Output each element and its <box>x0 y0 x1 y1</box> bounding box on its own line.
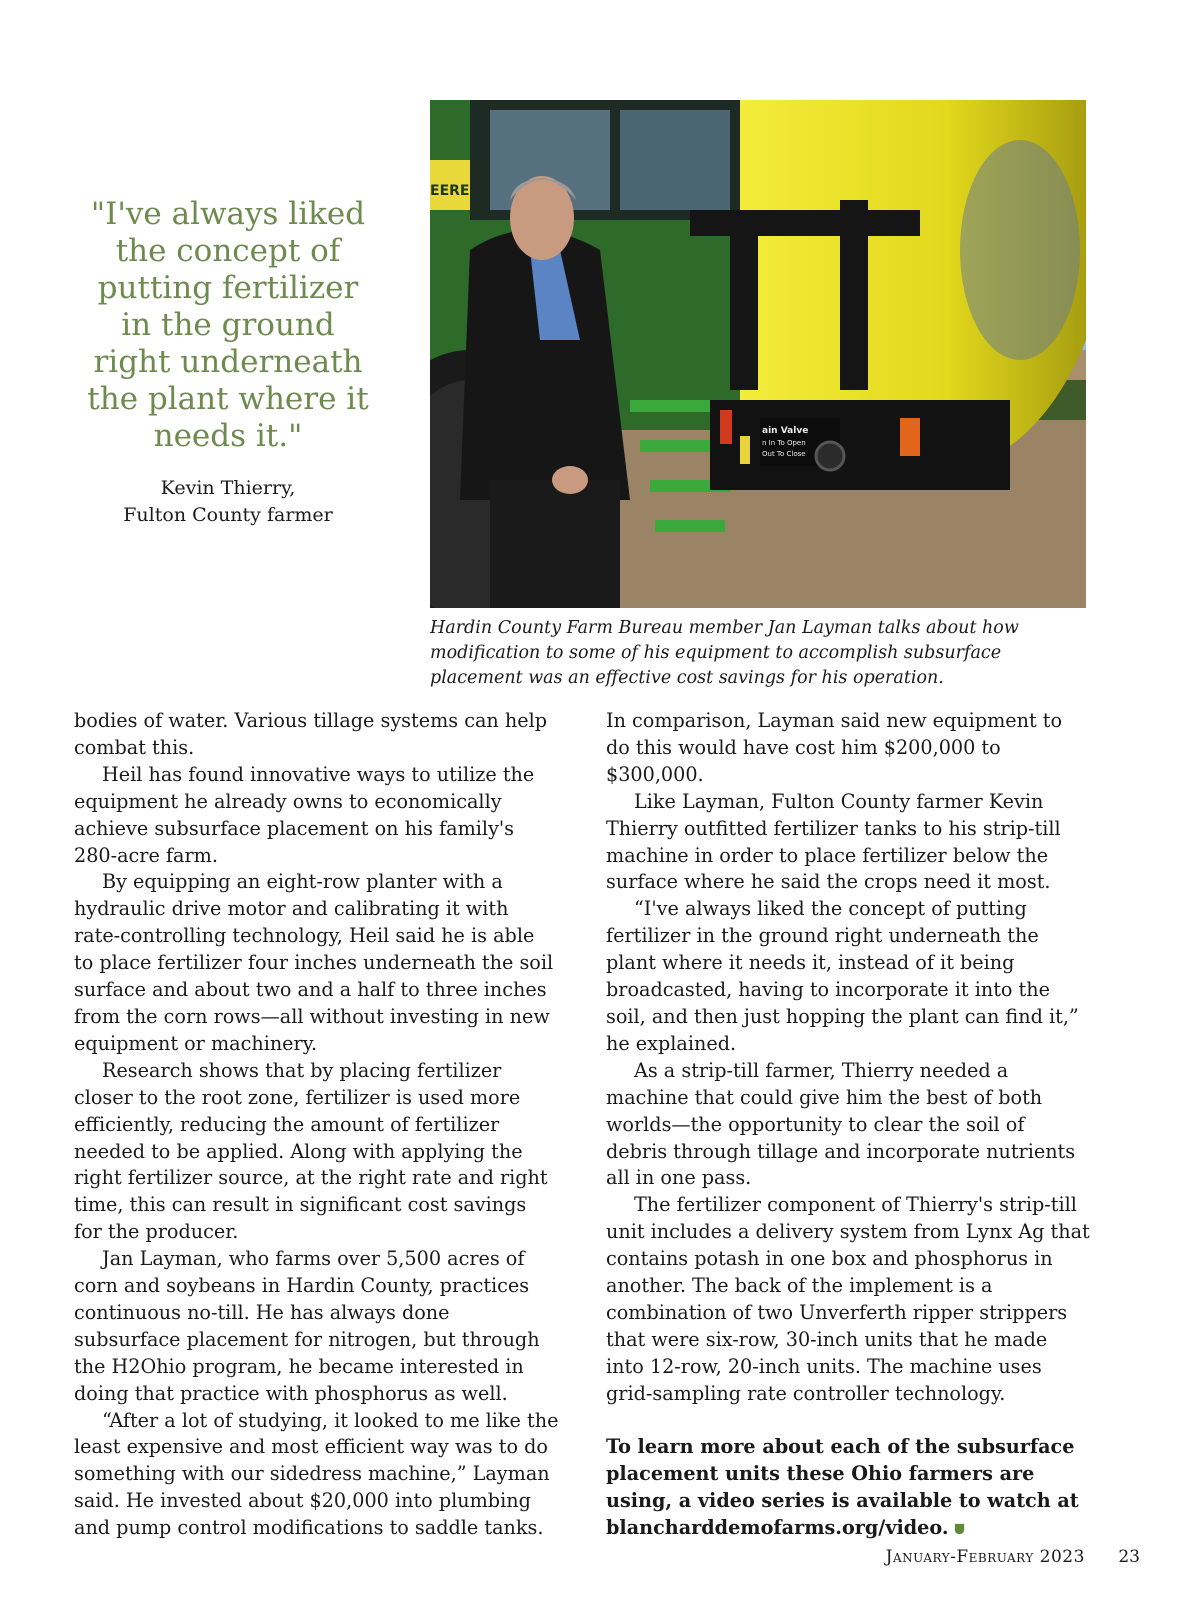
pull-quote-line: putting fertilizer <box>97 270 359 306</box>
paragraph: “I've always liked the concept of putting fertilizer in the ground right underneath the plant where it needs it, instead of it being broadcasted, having to incorporate it into the soil, and then just hopping the plant can find it,” he explained. <box>606 897 1079 1055</box>
paragraph: As a strip-till farmer, Thierry needed a machine that could give him the best of both worlds—the opportunity to clear the soil of debris through tillage and incorporate nutrients all in one pass. <box>606 1058 1076 1190</box>
article-column-right <box>606 708 1091 1542</box>
paragraph: Jan Layman, who farms over 5,500 acres of corn and soybeans in Hardin County, practices continuous no-till. He has always done subsurface placement for nitrogen, but through the H2Ohio program, he became interested in doing that practice with phosphorus as well. <box>74 1247 540 1405</box>
paragraph: By equipping an eight-row planter with a hydraulic drive motor and calibrating it with rate-controlling technology, Heil said he is able to place fertilizer four inches underneath the soil surface and about two and a half to three inches from the corn rows—all without investing in new equipment or machinery. <box>74 870 554 1055</box>
implement-frame <box>710 400 1010 490</box>
quote-attribution <box>78 475 378 529</box>
page-footer <box>886 1547 1140 1567</box>
pull-quote-line: in the ground <box>121 307 335 343</box>
page-number: 23 <box>1118 1547 1140 1567</box>
paragraph: “After a lot of studying, it looked to me like the least expensive and most efficient way was to do something with our sidedress machine,” Layman said. He invested about $20,000 into plumbing and pump control modifications to saddle tanks. <box>74 1408 559 1540</box>
paragraph: bodies of water. Various tillage systems can help combat this. <box>74 709 548 759</box>
photo-caption: Hardin County Farm Bureau member Jan Layman talks about how modification to some of his equipment to accomplish subsurface placement was an effective cost savings for his operation. <box>430 618 1019 688</box>
paragraph: Heil has found innovative ways to utilize the equipment he already owns to economically achieve subsurface placement on his family's 280-acre farm. <box>74 762 535 867</box>
photo-illustration <box>430 100 1086 608</box>
leaf-icon <box>953 1522 966 1535</box>
pull-quote-line: "I've always liked <box>90 196 366 232</box>
article-column-left <box>74 708 559 1542</box>
valve-label-open: n In To Open <box>762 439 806 447</box>
farmer-equipment-photo <box>430 100 1086 608</box>
paragraph: Research shows that by placing fertilizer closer to the root zone, fertilizer is used more efficiently, reducing the amount of fertilizer needed to be applied. Along with applying the right fertilizer source, at the right rate and right time, this can result in significant cost savings for the producer. <box>74 1058 548 1244</box>
valve-label: ain Valve <box>762 426 809 436</box>
pull-quote-line: the concept of <box>115 233 341 269</box>
tractor-brand-text: EERE <box>430 183 470 199</box>
paragraph: In comparison, Layman said new equipment to do this would have cost him $200,000 to $300,000. <box>606 709 1063 786</box>
valve-label-close: Out To Close <box>762 450 806 458</box>
pull-quote-line: right underneath <box>93 344 363 380</box>
call-to-action <box>606 1434 1091 1542</box>
paragraph: Like Layman, Fulton County farmer Kevin Thierry outfitted fertilizer tanks to his strip-till machine in order to place fertilizer below the surface where he said the crops need it most. <box>606 789 1061 894</box>
attribution-title: Fulton County farmer <box>123 504 333 526</box>
pull-quote <box>78 196 378 455</box>
paragraph: The fertilizer component of Thierry's strip-till unit includes a delivery system from Lynx Ag that contains potash in one box and phosphorus in another. The back of the implement is a combination of two Unverferth ripper strippers that were six-row, 30-inch units that he made into 12-row, 20-inch units. The machine uses grid-sampling rate controller technology. <box>606 1193 1090 1405</box>
pull-quote-line: the plant where it <box>87 381 369 417</box>
attribution-name: Kevin Thierry, <box>160 477 296 499</box>
issue-date: January-February 2023 <box>885 1547 1085 1567</box>
call-to-action-text: To learn more about each of the subsurface placement units these Ohio farmers are using, a video series is available to watch at blancharddemofarms.org/video. <box>606 1435 1079 1540</box>
pull-quote-line: needs it." <box>153 418 303 454</box>
